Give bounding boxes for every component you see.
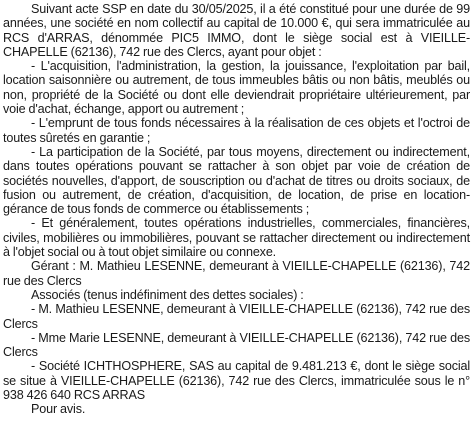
notice-closing: Pour avis. bbox=[31, 402, 86, 417]
object-acquisition-paragraph: - L'acquisition, l'administration, la gestion, la jouissance, l'exploitation par bail, location saisonnière ou autrement, de tous immeubles bâtis ou non bâtis, meublés ou non, propriété de la Société ou dont elle deviendrait propriétaire ultérieurement, par voie d'achat, échange, apport ou autrement ; bbox=[3, 59, 470, 117]
partner-item-mathieu: - M. Mathieu LESENNE, demeurant à VIEILLE-CHAPELLE (62136), 742 rue des Clercs bbox=[3, 302, 470, 331]
object-general-paragraph: - Et généralement, toutes opérations industrielles, commerciales, financières, civiles, mobilières ou immobilières, pouvant se rattacher directement ou indirectement à l'objet social ou à tout objet similaire ou connexe. bbox=[3, 216, 470, 260]
partner-item-ichthosphere: - Société ICHTHOSPHERE, SAS au capital de 9.481.213 €, dont le siège social se situe à VIEILLE-CHAPELLE (62136), 742 rue des Clercs, immatriculée sous le n° 938 426 640 RCS ARRAS bbox=[3, 359, 470, 403]
manager-paragraph: Gérant : M. Mathieu LESENNE, demeurant à VIEILLE-CHAPELLE (62136), 742 rue des Clercs bbox=[3, 259, 470, 288]
object-participation-paragraph: - La participation de la Société, par tous moyens, directement ou indirectement, dans toutes opérations pouvant se rattacher à son objet par voie de création de sociétés nouvelles, d'apport, de souscription ou d'achat de titres ou droits sociaux, de fusion ou autrement, de création, d'acquisition, de location, de prise en location-gérance de tous fonds de commerce ou établissements ; bbox=[3, 144, 470, 217]
partner-item-marie: - Mme Marie LESENNE, demeurant à VIEILLE-CHAPELLE (62136), 742 rue des Clercs bbox=[3, 330, 470, 360]
notice-intro-paragraph: Suivant acte SSP en date du 30/05/2025, il a été constitué pour une durée de 99 années, une société en nom collectif au capital de 10.000 €, qui sera immatriculée au RCS d'ARRAS, dénommée PIC5 IMMO, dont le siège social est à VIEILLE-CHAPELLE (62136), 742 rue des Clercs, ayant pour objet : bbox=[3, 2, 470, 59]
partners-heading: Associés (tenus indéfiniment des dettes sociales) : bbox=[31, 287, 304, 302]
object-loan-paragraph: - L'emprunt de tous fonds nécessaires à la réalisation de ces objets et l'octroi de toutes sûretés en garantie ; bbox=[3, 116, 470, 145]
